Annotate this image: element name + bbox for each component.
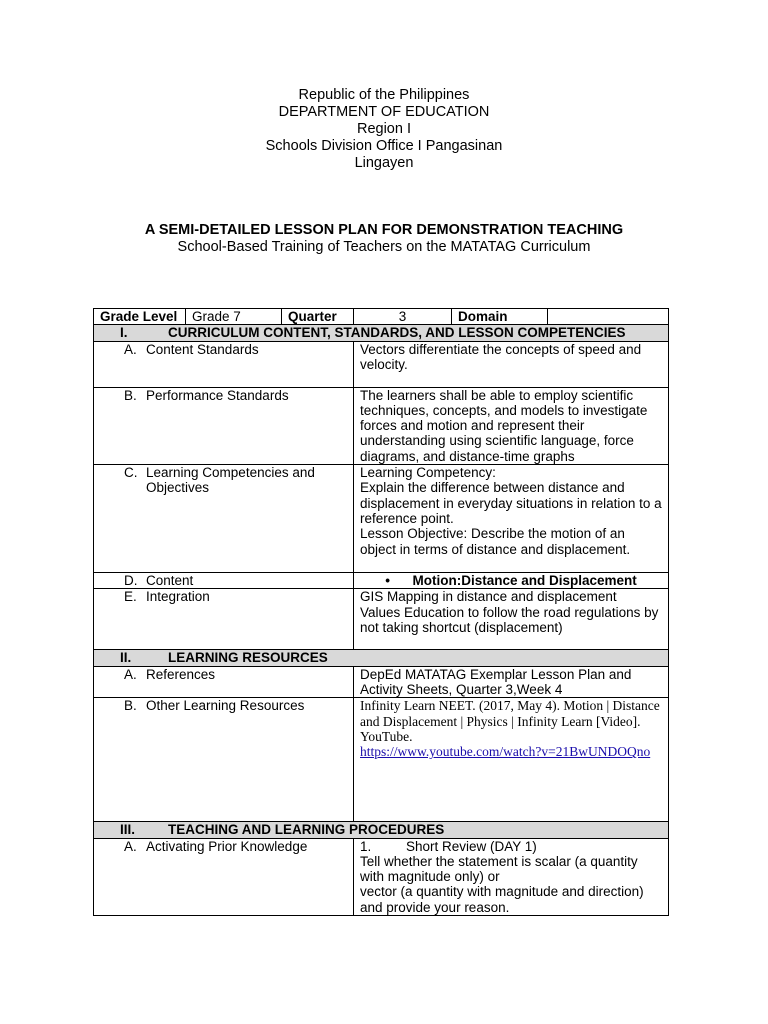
row-value: GIS Mapping in distance and displacement Values Education to follow the road regulations by not taking shortcut (displacement) <box>354 589 669 650</box>
table-row: E. Integration GIS Mapping in distance and displacement Values Education to follow the road regulations by not taking shortcut (displacement) <box>94 589 669 650</box>
quarter-value: 3 <box>354 309 452 325</box>
title-main: A SEMI-DETAILED LESSON PLAN FOR DEMONSTRATION TEACHING <box>144 222 624 238</box>
title-sub: School-Based Training of Teachers on the MATATAG Curriculum <box>177 239 591 255</box>
table-row: A. Activating Prior Knowledge 1. Short Review (DAY 1) Tell whether the statement is scalar (a quantity with magnitude only) or vector (a quantity with magnitude and direction) and provide your reason. <box>94 838 669 915</box>
row-value <box>354 698 669 822</box>
row-label: Activating Prior Knowledge <box>146 838 308 854</box>
section-title: TEACHING AND LEARNING PROCEDURES <box>168 822 445 838</box>
header-line: Republic of the Philippines <box>298 87 470 103</box>
table-row: A. References DepEd MATATAG Exemplar Lesson Plan and Activity Sheets, Quarter 3,Week 4 <box>94 666 669 698</box>
section-title: LEARNING RESOURCES <box>168 650 328 666</box>
header-line: Region I <box>356 121 411 137</box>
row-value: 1. Short Review (DAY 1) Tell whether the statement is scalar (a quantity with magnitude only) or vector (a quantity with magnitude and direction) and provide your reason. <box>354 838 669 915</box>
section-number: III. <box>120 822 136 838</box>
section-header <box>94 822 669 838</box>
table-row: C. Learning Competencies and Objectives Learning Competency: Explain the difference between distance and displacement in everyday situations in relation to a reference point. Lesson Objective: Describe the motion of an object in terms of distance and displacement. <box>94 465 669 573</box>
header-line: DEPARTMENT OF EDUCATION <box>278 104 490 120</box>
row-label: References <box>146 666 216 682</box>
row-label: Content Standards <box>146 341 259 357</box>
lesson-plan-table <box>93 308 669 916</box>
domain-label: Domain <box>452 309 548 325</box>
domain-value <box>548 309 669 325</box>
section-header <box>94 650 669 666</box>
row-label: Integration <box>146 589 210 605</box>
row-value: DepEd MATATAG Exemplar Lesson Plan and Activity Sheets, Quarter 3,Week 4 <box>354 666 669 698</box>
quarter-label: Quarter <box>282 309 354 325</box>
table-row: B. Other Learning Resources Infinity Learn NEET. (2017, May 4). Motion | Distance and Displacement | Physics | Infinity Learn [Video]. YouTube. https://www.youtube.com/watch?v=21BwUNDOQno <box>94 698 669 822</box>
header-line: Lingayen <box>354 155 414 171</box>
row-label: Learning Competencies and <box>146 465 315 481</box>
table-row: D. Content • Motion:Distance and Displacement <box>94 573 669 589</box>
citation-text: Infinity Learn NEET. (2017, May 4). Motion | Distance and Displacement | Physics | Infinity Learn [Video]. YouTube. <box>360 698 660 744</box>
section-number: II. <box>120 650 132 666</box>
row-label: Content <box>146 573 194 589</box>
row-value: • Motion:Distance and Displacement <box>354 573 669 589</box>
row-label: Performance Standards <box>146 387 289 403</box>
row-label-cont: Objectives <box>146 480 210 496</box>
table-row: B. Performance Standards The learners shall be able to employ scientific techniques, concepts, and models to investigate forces and motion and represent their understanding using scientific language, force diagrams, and distance-time graphs <box>94 387 669 464</box>
row-value: Vectors differentiate the concepts of speed and velocity. <box>354 341 669 387</box>
section-title: CURRICULUM CONTENT, STANDARDS, AND LESSON COMPETENCIES <box>168 325 626 341</box>
grade-level-value: Grade 7 <box>186 309 282 325</box>
youtube-link[interactable]: https://www.youtube.com/watch?v=21BwUNDOQno <box>360 744 651 760</box>
header-line: Schools Division Office I Pangasinan <box>265 138 503 154</box>
table-row: A. Content Standards Vectors differentiate the concepts of speed and velocity. <box>94 341 669 387</box>
section-header <box>94 325 669 341</box>
info-row <box>94 309 669 325</box>
grade-level-label: Grade Level <box>94 309 186 325</box>
document-title <box>0 222 768 256</box>
row-value: Learning Competency: Explain the difference between distance and displacement in everyday situations in relation to a reference point. Lesson Objective: Describe the motion of an object in terms of distance and displacement. <box>354 465 669 573</box>
row-label: Other Learning Resources <box>146 698 305 714</box>
section-number: I. <box>120 325 128 341</box>
row-value: The learners shall be able to employ scientific techniques, concepts, and models to investigate forces and motion and represent their understanding using scientific language, force diagrams, and distance-time graphs <box>354 387 669 464</box>
document-header <box>0 87 768 172</box>
bullet-icon: • <box>385 573 413 589</box>
